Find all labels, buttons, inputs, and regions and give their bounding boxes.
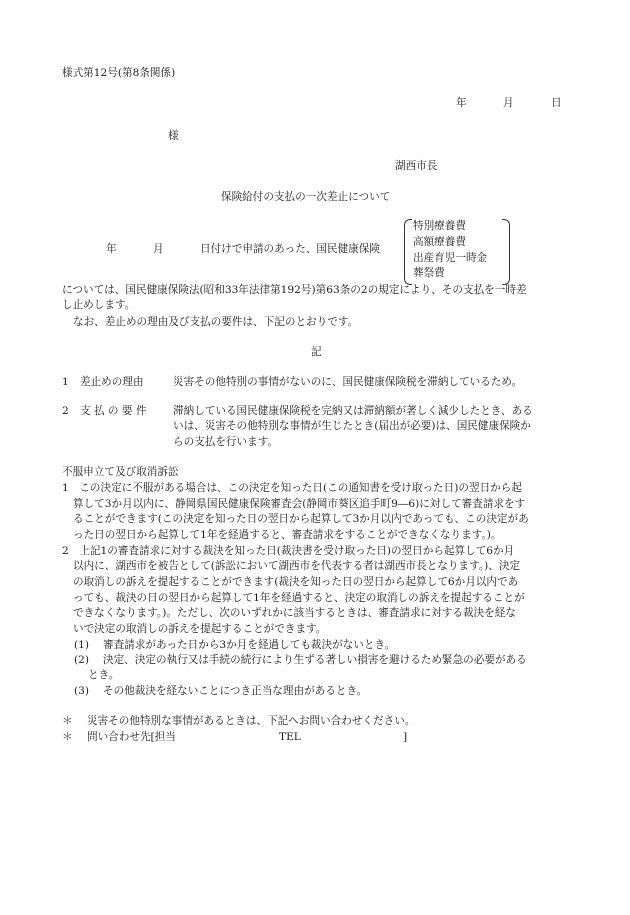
item-text: いは、災害その他特別な事情が生じたとき(届出が必要)は、国民健康保険か <box>173 420 531 432</box>
addressee-suffix: 様 <box>168 130 179 142</box>
item-label: 支 払 の 要 件 <box>80 405 147 417</box>
asterisk-mark: ＊ <box>62 715 73 727</box>
item-text: 災害その他特別の事情がないのに、国民健康保険税を滞納しているため。 <box>173 376 523 388</box>
item-text: 滞納している国民健康保険税を完納又は滞納額が著しく減少したとき、ある <box>173 405 533 417</box>
benefit-type: 葬祭費 <box>413 267 445 279</box>
appeal-line: の取消しの訴えを提起することができます(裁決を知った日の翌日から起算して6か月以内であ <box>73 576 519 588</box>
left-bracket <box>404 219 412 285</box>
date-day: 日 <box>551 97 562 109</box>
date-month: 月 <box>503 97 514 109</box>
benefit-type: 高額療養費 <box>413 236 466 248</box>
ki-heading: 記 <box>311 346 322 358</box>
appeal-line: っても、裁決の日の翌日から起算して1年を経過すると、決定の取消しの訴えを提起することが <box>73 592 525 604</box>
benefit-type: 出産育児一時金 <box>413 252 488 264</box>
sender: 湖西市長 <box>395 160 438 172</box>
appeal-line: った日の翌日から起算して1年を経過すると、審査請求をすることができなくなります。)。 <box>73 529 502 541</box>
benefit-type: 特別療養費 <box>413 220 466 232</box>
body-line: し止めします。 <box>62 299 136 311</box>
appeal-line: 以内に、湖西市を被告として(訴訟において湖西市を代表する者は湖西市長となります。)、決定 <box>73 560 521 572</box>
case-number: (3) <box>74 685 90 697</box>
body-line: については、国民健康保険法(昭和33年法律第192号)第63条の2の規定により、その支払を一時差 <box>62 284 527 296</box>
case-text: 決定、決定の執行又は手続の続行により生ずる著しい損害を避けるため緊急の必要がある <box>103 654 527 666</box>
application-text: 日付けで申請のあった、国民健康保険 <box>200 243 380 255</box>
document-title: 保険給付の支払の一次差止について <box>221 191 391 203</box>
case-text: その他裁決を経ないことにつき正当な理由があるとき。 <box>103 685 368 697</box>
note-text: 災害その他特別な事情があるときは、下記へお問い合わせください。 <box>87 715 416 727</box>
form-number: 様式第12号(第8条関係) <box>62 67 176 79</box>
item-label: 差止めの理由 <box>80 376 144 388</box>
application-year: 年 <box>106 243 117 255</box>
body-line: なお、差止めの理由及び支払の要件は、下記のとおりです。 <box>73 316 359 328</box>
date-year: 年 <box>456 97 467 109</box>
case-number: (1) <box>74 639 90 651</box>
case-number: (2) <box>74 654 90 666</box>
closing-bracket: ] <box>403 731 408 743</box>
item-number: 2 <box>62 405 69 417</box>
right-bracket <box>502 219 510 285</box>
tel-label: TEL <box>279 731 301 743</box>
appeal-line: いで決定の取消しの訴えを提起することができます。 <box>73 623 327 635</box>
item-text: らの支払を行います。 <box>173 436 279 448</box>
asterisk-mark: ＊ <box>62 731 73 743</box>
appeal-line: ることができます(この決定を知った日の翌日から起算して3か月以内であっても、この決定があ <box>73 513 529 525</box>
appeal-line: 1 この決定に不服がある場合は、この決定を知った日(この通知書を受け取った日)の翌日から起 <box>62 482 522 494</box>
case-text: とき。 <box>88 669 120 681</box>
item-number: 1 <box>62 376 69 388</box>
application-month: 月 <box>153 243 164 255</box>
appeal-line: 算して3か月以内に、静岡県国民健康保険審査会(静岡市葵区追手町9―6)に対して審査請求をす <box>73 498 526 510</box>
appeal-heading: 不服申立て及び取消訴訟 <box>62 466 179 478</box>
case-text: 審査請求があった日から3か月を経過しても裁決がないとき。 <box>103 639 396 651</box>
contact-label: 問い合わせ先[担当 <box>87 731 176 743</box>
appeal-line: できなくなります。)。ただし、次のいずれかに該当するときは、審査請求に対する裁決を経な <box>73 607 516 619</box>
appeal-line: 2 上記1の審査請求に対する裁決を知った日(裁決書を受け取った日)の翌日から起算して6か月 <box>62 545 515 557</box>
